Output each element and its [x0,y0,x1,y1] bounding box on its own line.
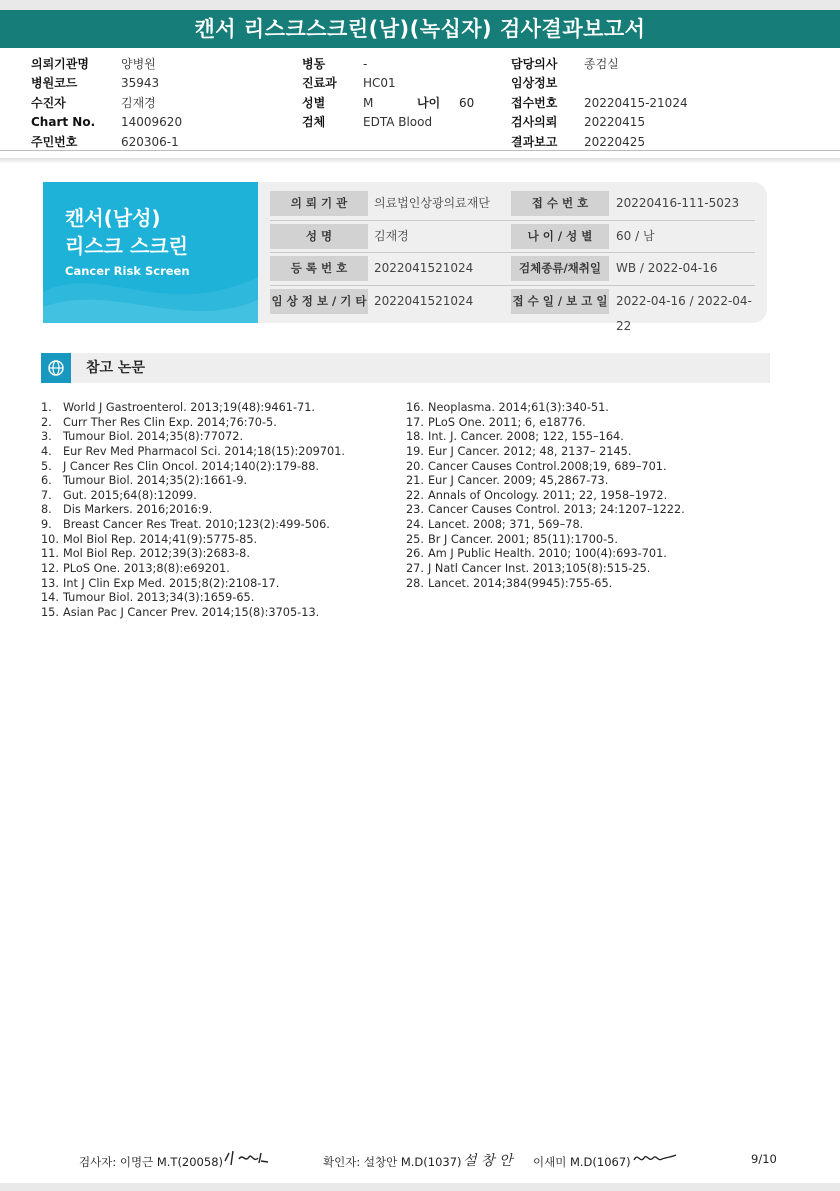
reference-citation: World J Gastroenterol. 2013;19(48):9461-71. [63,401,316,414]
header-divider [0,150,840,151]
reference-number: 18. [406,430,424,444]
header-field-label: 결과보고 [511,134,558,149]
header-shadow [0,158,840,164]
reference-citation: Br J Cancer. 2001; 85(11):1700-5. [428,532,618,546]
reference-citation: J Natl Cancer Inst. 2013;105(8):515-25. [428,562,651,576]
info-value: 2022041521024 [374,293,474,308]
reference-number: 19. [406,444,424,458]
reference-citation: PLoS One. 2011; 6, e18776. [428,415,586,429]
reference-citation: Int. J. Cancer. 2008; 122, 155–164. [428,430,624,444]
info-row [270,221,755,254]
info-row [270,188,755,221]
info-value: 2022-04-16 / 2022-04-22 [616,293,752,333]
reference-number: 27. [406,562,424,576]
header-field-value: - [363,57,368,71]
header-field-label: 임상정보 [511,76,558,91]
reference-citation: Cancer Causes Control.2008;19, 689–701. [428,459,667,473]
reference-number: 11. [41,547,59,561]
header-field [302,55,502,74]
reference-citation: Lancet. 2008; 371, 569–78. [428,518,584,532]
header-field [302,113,502,132]
age-field [417,94,475,113]
header-field-label: 주민번호 [31,134,78,149]
header-field [31,55,281,74]
reference-citation: PLoS One. 2013;8(8):e69201. [63,562,230,576]
header-field [31,94,281,113]
second-doctor-signature-icon [632,1150,678,1166]
reference-number: 10. [41,532,59,546]
globe-icon [41,353,71,383]
header-field-label: Chart No. [31,115,96,130]
info-label: 임 상 정 보 / 기 타 [270,289,368,314]
reference-citation: Curr Ther Res Clin Exp. 2014;76:70-5. [63,415,277,429]
info-label: 나 이 / 성 별 [511,224,609,249]
reference-citation: Lancet. 2014;384(9945):755-65. [428,576,613,590]
reference-number: 8. [41,503,52,517]
reference-number: 1. [41,401,52,414]
header-field-value: 김재경 [121,95,156,110]
reference-citation: Eur J Cancer. 2009; 45,2867-73. [428,474,609,488]
confirmer-signature: 설 창 안 [463,1153,513,1169]
section-title: 참고 논문 [86,360,145,376]
reference-number: 4. [41,444,52,458]
reference-number: 26. [406,547,424,561]
reference-citation: J Cancer Res Clin Oncol. 2014;140(2):179-88. [63,459,320,473]
header-field [31,113,281,132]
header-field-label: 성별 [302,95,326,110]
header-field-value: M [363,95,374,110]
header-field [511,55,811,74]
header-field-value: 35943 [121,76,160,91]
info-label: 접 수 일 / 보 고 일 [511,289,609,314]
reference-number: 16. [406,401,424,414]
reference-number: 12. [41,562,59,576]
reference-number: 28. [406,576,424,590]
reference-number: 9. [41,518,52,532]
reference-number: 5. [41,459,52,473]
header-field [302,74,502,93]
reference-citation: Eur J Cancer. 2012; 48, 2137– 2145. [428,444,632,458]
header-field-value: 14009620 [121,115,183,130]
info-row [270,286,755,333]
header-field [31,74,281,93]
header-field-value: 양병원 [121,57,156,71]
info-value: 2022041521024 [374,261,474,275]
info-row [270,253,755,286]
header-field-label: 진료과 [302,76,337,91]
info-value: 20220416-111-5023 [616,196,740,210]
reference-number: 25. [406,532,424,546]
age-value: 60 [459,95,475,110]
reference-citation: Gut. 2015;64(8):12099. [63,488,197,502]
info-value: 의료법인상광의료재단 [374,196,490,210]
info-value: 김재경 [374,228,409,243]
reference-number: 14. [41,591,59,605]
reference-citation: Asian Pac J Cancer Prev. 2014;15(8):3705-13. [63,605,320,619]
top-margin-bar [0,0,840,10]
card-title-line2: 리스크 스크린 [65,234,188,258]
reference-citation: Eur Rev Med Pharmacol Sci. 2014;18(15):209701. [63,444,346,458]
reference-number: 22. [406,488,424,502]
reference-citation: Int J Clin Exp Med. 2015;8(2):2108-17. [63,576,280,590]
header-field-label: 의뢰기관명 [31,57,89,71]
reference-number: 24. [406,518,424,532]
reference-number: 23. [406,503,424,517]
info-value: WB / 2022-04-16 [616,261,718,275]
reference-citation: Dis Markers. 2016;2016:9. [63,503,213,517]
header-field [511,113,811,132]
header-field [511,74,811,93]
header-field-label: 접수번호 [511,95,558,110]
reference-number: 17. [406,415,424,429]
reference-citation: Tumour Biol. 2013;34(3):1659-65. [63,591,255,605]
card-brand-panel [43,182,258,323]
header-field-label: 검사의뢰 [511,115,558,130]
section-header [41,353,770,383]
header-field-value: 종검실 [584,57,619,71]
reference-citation: Mol Biol Rep. 2012;39(3):2683-8. [63,547,250,561]
info-table [270,188,755,333]
header-column-3 [511,55,811,152]
reference-citation: Tumour Biol. 2014;35(2):1661-9. [63,474,248,488]
header-field-label: 병동 [302,57,326,71]
info-value: 60 / 남 [616,228,655,243]
reference-number: 2. [41,415,52,429]
header-field-label: 수진자 [31,95,66,110]
header-field-value: EDTA Blood [363,115,433,130]
header-field-value: 20220425 [584,134,646,149]
patient-info-card [43,182,767,333]
header-field-value: 620306-1 [121,134,179,149]
info-label: 의 뢰 기 관 [270,191,368,216]
reference-citation: Cancer Causes Control. 2013; 24:1207–1222. [428,503,685,517]
reference-citation: Mol Biol Rep. 2014;41(9):5775-85. [63,532,258,546]
info-label: 검체종류/채취일 [511,256,609,281]
reference-citation: Neoplasma. 2014;61(3):340-51. [428,401,609,414]
header-field-label: 검체 [302,115,326,130]
page-number: 9/10 [751,1152,777,1166]
header-column-1 [31,55,281,152]
examiner-signoff: 검사자: 이명근 M.T(20058) [79,1155,223,1169]
card-title-line1: 캔서(남성) [65,206,161,230]
reference-number: 15. [41,605,59,619]
reference-citation: Am J Public Health. 2010; 100(4):693-701. [428,547,667,561]
card-subtitle: Cancer Risk Screen [65,264,190,278]
report-title: 캔서 리스크스크린(남)(녹십자) 검사결과보고서 [0,10,840,48]
header-field-value: 20220415 [584,115,646,130]
info-label: 성 명 [270,224,368,249]
info-label: 등 록 번 호 [270,256,368,281]
header-field-label: 담당의사 [511,57,558,71]
header-field-value: 20220415-21024 [584,95,688,110]
confirmer-signoff: 확인자: 설창안 M.D(1037) [323,1155,462,1169]
header-field [511,94,811,113]
header-field-value: HC01 [363,76,396,91]
reference-number: 20. [406,459,424,473]
reference-number: 13. [41,576,59,590]
bottom-margin-bar [0,1183,840,1191]
second-doctor-signoff: 이새미 M.D(1067) [533,1155,631,1169]
reference-citation: Annals of Oncology. 2011; 22, 1958–1972. [428,488,668,502]
reference-number: 7. [41,488,52,502]
reference-number: 21. [406,474,424,488]
reference-citation: Breast Cancer Res Treat. 2010;123(2):499-506. [63,518,330,532]
reference-number: 3. [41,430,52,444]
examiner-signature-icon [221,1147,271,1169]
reference-number: 6. [41,474,52,488]
reference-citation: Tumour Biol. 2014;35(8):77072. [63,430,244,444]
header-field-label: 병원코드 [31,76,78,91]
info-label: 접 수 번 호 [511,191,609,216]
age-label: 나이 [417,95,441,110]
